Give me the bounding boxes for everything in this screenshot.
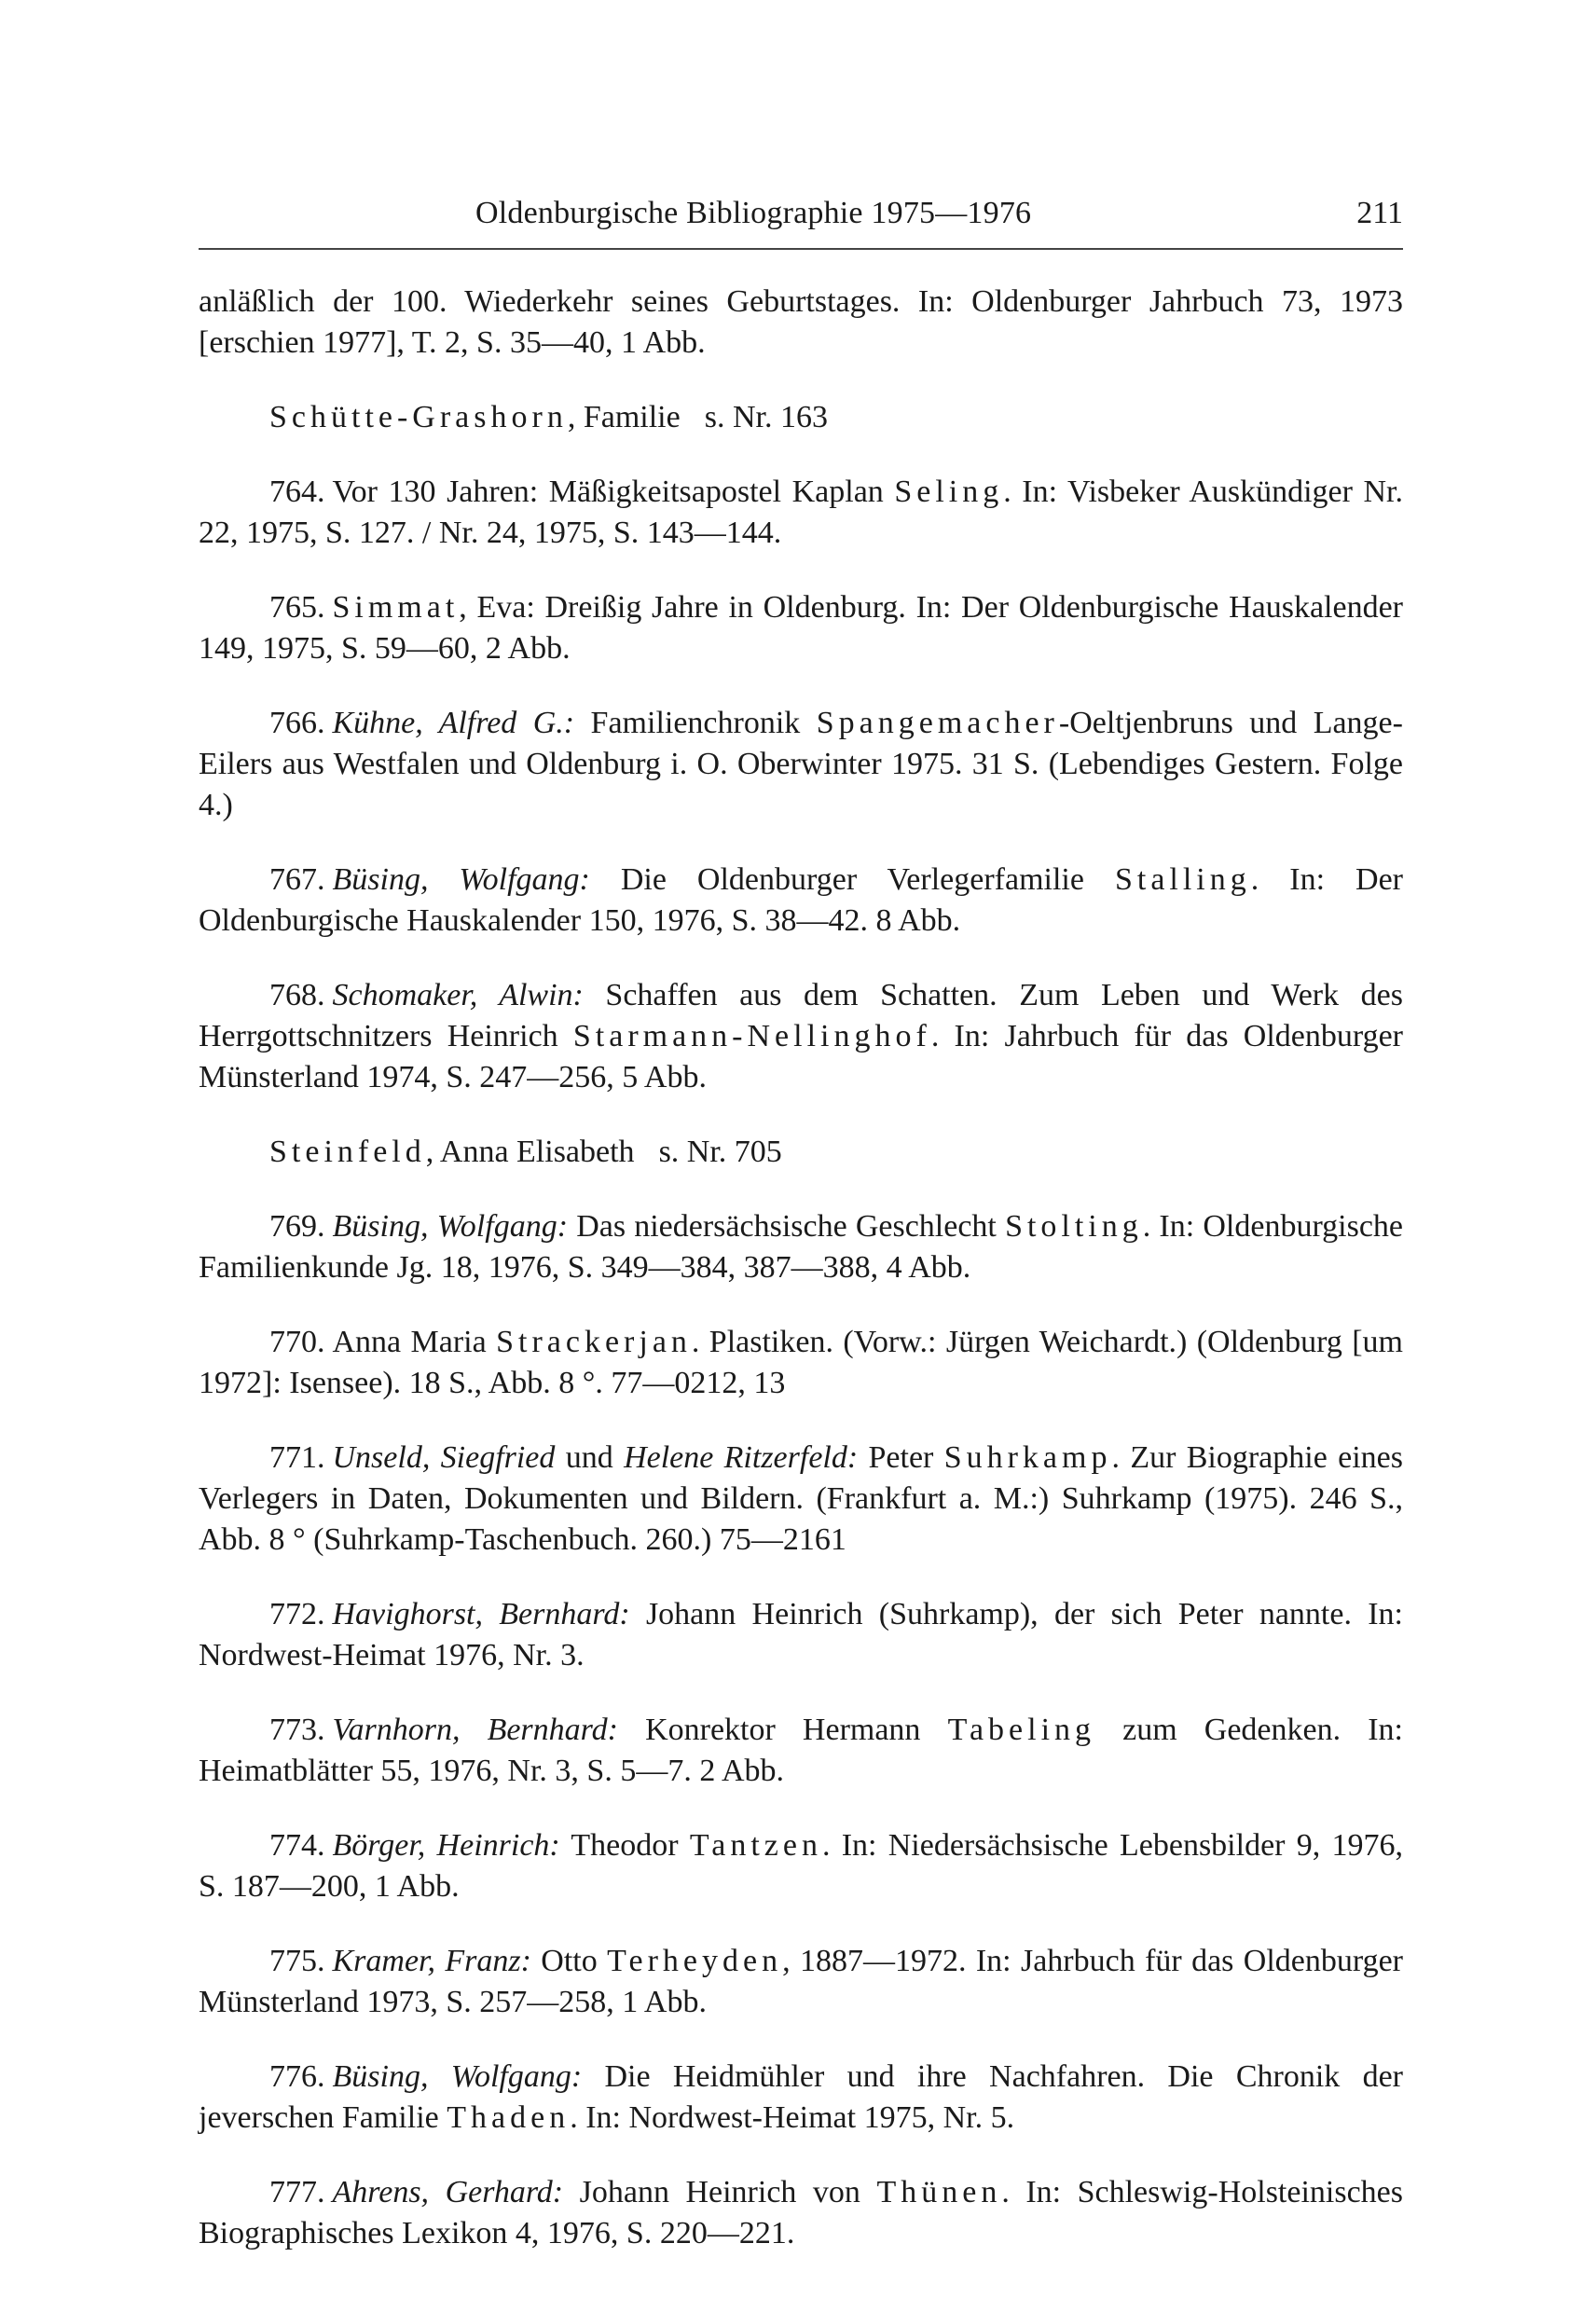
entry-number: 767. [269,862,325,897]
entry-number: 770. [269,1325,325,1359]
author-name: Börger, Heinrich: [332,1828,560,1863]
entry-number: 768. [269,978,325,1012]
author-name: Büsing, Wolfgang: [332,862,590,897]
entry-767: 767. Büsing, Wolfgang: Die Oldenburger Verlegerfamilie Stalling. In: Der Oldenburgische Hauskalender 150, 1976, S. 38—42. 8 Abb. [199,862,1403,938]
subject-name: Thaden [447,2100,571,2135]
author-name: Havighorst, Bernhard: [332,1597,630,1631]
author-name: Kramer, Franz: [332,1944,531,1978]
xref-name: Schütte-Grashorn [269,400,568,434]
author-name: Büsing, Wolfgang: [332,2059,583,2094]
entry-772: 772. Havighorst, Bernhard: Johann Heinrich (Suhrkamp), der sich Peter nannte. In: Nordwest-Heimat 1976, Nr. 3. [199,1597,1404,1672]
author-name: Varnhorn, Bernhard: [332,1713,618,1747]
entry-773: 773. Varnhorn, Bernhard: Konrektor Hermann Tabeling zum Gedenken. In: Heimatblätter 55, 1976, Nr. 3, S. 5—7. 2 Abb. [199,1713,1403,1788]
subject-name: Starmann-Nellinghof [572,1019,931,1053]
continuation-text: anläßlich der 100. Wiederkehr seines Geburtstages. In: Oldenburger Jahrbuch 73, 1973 [erschien 1977], T. 2, S. 35—40, 1 Abb. [199,284,1403,360]
subject-name: Strackerjan [496,1325,692,1359]
entry-number: 765. [269,590,325,625]
subject-name: Tantzen [689,1828,822,1863]
entry-777: 777. Ahrens, Gerhard: Johann Heinrich von Thünen. In: Schleswig-Holsteinisches Biographisches Lexikon 4, 1976, S. 220—221. [199,2175,1403,2250]
entry-number: 772. [269,1597,325,1631]
subject-name: Stalling [1114,862,1251,897]
subject-name: Thünen [876,2175,1002,2209]
entry-764: 764. Vor 130 Jahren: Mäßigkeitsapostel Kaplan Seling. In: Visbeker Auskündiger Nr. 22, 1975, S. 127. / Nr. 24, 1975, S. 143—144. [199,475,1404,550]
author-name-2: Helene Ritzerfeld: [624,1440,859,1475]
document-page [199,0,1403,2312]
entry-770: 770. Anna Maria Strackerjan. Plastiken. (Vorw.: Jürgen Weichardt.) (Oldenburg [um 1972]: Isensee). 18 S., Abb. 8 °. 77—0212, 13 [199,1325,1403,1400]
author-name: Kühne, Alfred G.: [332,706,575,740]
entry-number: 776. [269,2059,325,2094]
bibliography-body [199,282,1403,2288]
header-title: Oldenburgische Bibliographie 1975—1976 [475,196,1032,230]
entry-776: 776. Büsing, Wolfgang: Die Heidmühler und ihre Nachfahren. Die Chronik der jeverschen Familie Thaden. In: Nordwest-Heimat 1975, Nr. 5. [199,2059,1403,2135]
subject-name: Tabeling [947,1713,1096,1747]
author-name: Büsing, Wolfgang: [332,1209,569,1244]
cross-reference [199,397,1403,438]
author-name: Ahrens, Gerhard: [332,2175,564,2209]
entry-number: 766. [269,706,325,740]
entry-number: 771. [269,1440,325,1475]
subject-name: Spangemacher [816,706,1059,740]
entry-number: 764. [269,475,325,509]
xref-rest: , Anna Elisabeth [425,1135,635,1169]
subject-name: Seling [894,475,1004,509]
entry-number: 774. [269,1828,325,1863]
subject-name: Terheyden [607,1944,783,1978]
entry-771: 771. Unseld, Siegfried und Helene Ritzerfeld: Peter Suhrkamp. Zur Biographie eines Verlegers in Daten, Dokumenten und Bildern. (Frankfurt a. M.:) Suhrkamp (1975). 246 S., Abb. 8 ° (Suhrkamp-Taschenbuch. 260.) 75—2161 [199,1440,1403,1557]
entry-768: 768. Schomaker, Alwin: Schaffen aus dem Schatten. Zum Leben und Werk des Herrgottschnitzers Heinrich Starmann-Nellinghof. In: Jahrbuch für das Oldenburger Münsterland 1974, S. 247—256, 5 Abb. [199,978,1403,1094]
xref-name: Steinfeld [269,1135,426,1169]
entry-775: 775. Kramer, Franz: Otto Terheyden, 1887—1972. In: Jahrbuch für das Oldenburger Münsterland 1973, S. 257—258, 1 Abb. [199,1944,1403,2019]
author-name: Simmat [332,590,460,625]
xref-rest: , Familie [567,400,681,434]
cross-reference [199,1132,1403,1173]
entry-number: 777. [269,2175,325,2209]
subject-name: Suhrkamp [943,1440,1112,1475]
xref-target: s. Nr. 163 [704,400,828,434]
subject-name: Stolting [1005,1209,1143,1244]
entry-number: 775. [269,1944,325,1978]
entry-number: 769. [269,1209,325,1244]
entry-769: 769. Büsing, Wolfgang: Das niedersächsische Geschlecht Stolting. In: Oldenburgische Familienkunde Jg. 18, 1976, S. 349—384, 387—388, 4 Abb. [199,1209,1404,1285]
entry-number: 773. [269,1713,325,1747]
page-number: 211 [1356,196,1403,230]
author-name: Schomaker, Alwin: [332,978,584,1012]
running-header [199,190,1403,237]
entry-766: 766. Kühne, Alfred G.: Familienchronik Spangemacher-Oeltjenbruns und Lange-Eilers aus Westfalen und Oldenburg i. O. Oberwinter 1975. 31 S. (Lebendiges Gestern. Folge 4.) [199,706,1403,822]
entry-765: 765. Simmat, Eva: Dreißig Jahre in Oldenburg. In: Der Oldenburgische Hauskalender 149, 1975, S. 59—60, 2 Abb. [199,590,1403,666]
xref-target: s. Nr. 705 [658,1135,782,1169]
author-name: Unseld, Siegfried [332,1440,556,1475]
header-rule [199,248,1403,250]
entry-774: 774. Börger, Heinrich: Theodor Tantzen. In: Niedersächsische Lebensbilder 9, 1976, S. 187—200, 1 Abb. [199,1828,1403,1904]
